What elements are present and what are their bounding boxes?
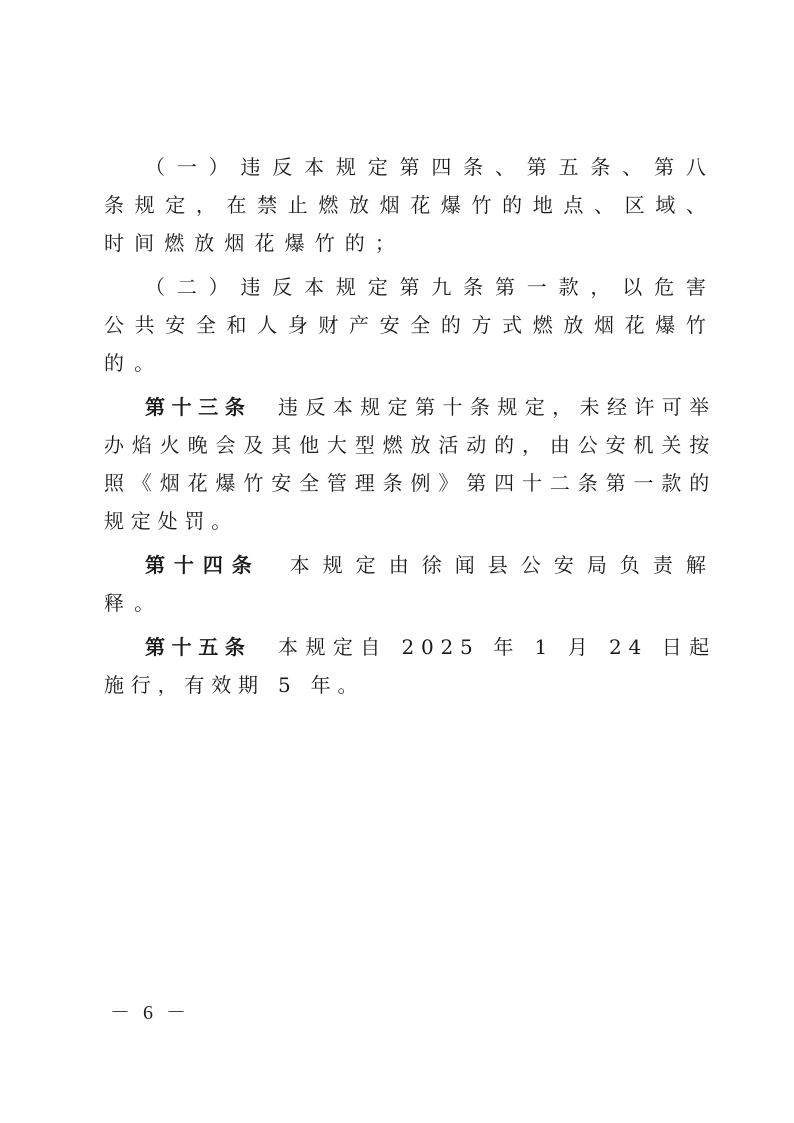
clause-2-text: （二）违反本规定第九条第一款，以危害公共安全和人身财产安全的方式燃放烟花爆竹的。 [104, 275, 716, 375]
article-14-text: 本规定由徐闻县公安局负责解释。 [104, 553, 716, 615]
article-15 [104, 628, 716, 704]
clause-1-text: （一）违反本规定第四条、第五条、第八条规定，在禁止燃放烟花爆竹的地点、区域、时间燃放烟花爆竹的； [104, 155, 716, 255]
clause-2 [104, 268, 716, 382]
page-number: － 6 － [110, 1002, 190, 1024]
article-15-text: 本规定自 2025 年 1 月 24 日起施行，有效期 5 年。 [104, 635, 716, 697]
article-13 [104, 388, 716, 540]
article-13-text: 违反本规定第十条规定，未经许可举办焰火晚会及其他大型燃放活动的，由公安机关按照《烟花爆竹安全管理条例》第四十二条第一款的规定处罚。 [104, 395, 716, 533]
clause-1 [104, 148, 716, 262]
document-body [104, 148, 716, 710]
article-13-heading: 第十三条 [145, 395, 252, 419]
article-14 [104, 546, 716, 622]
article-14-heading: 第十四条 [145, 553, 261, 577]
article-15-heading: 第十五条 [145, 635, 252, 659]
